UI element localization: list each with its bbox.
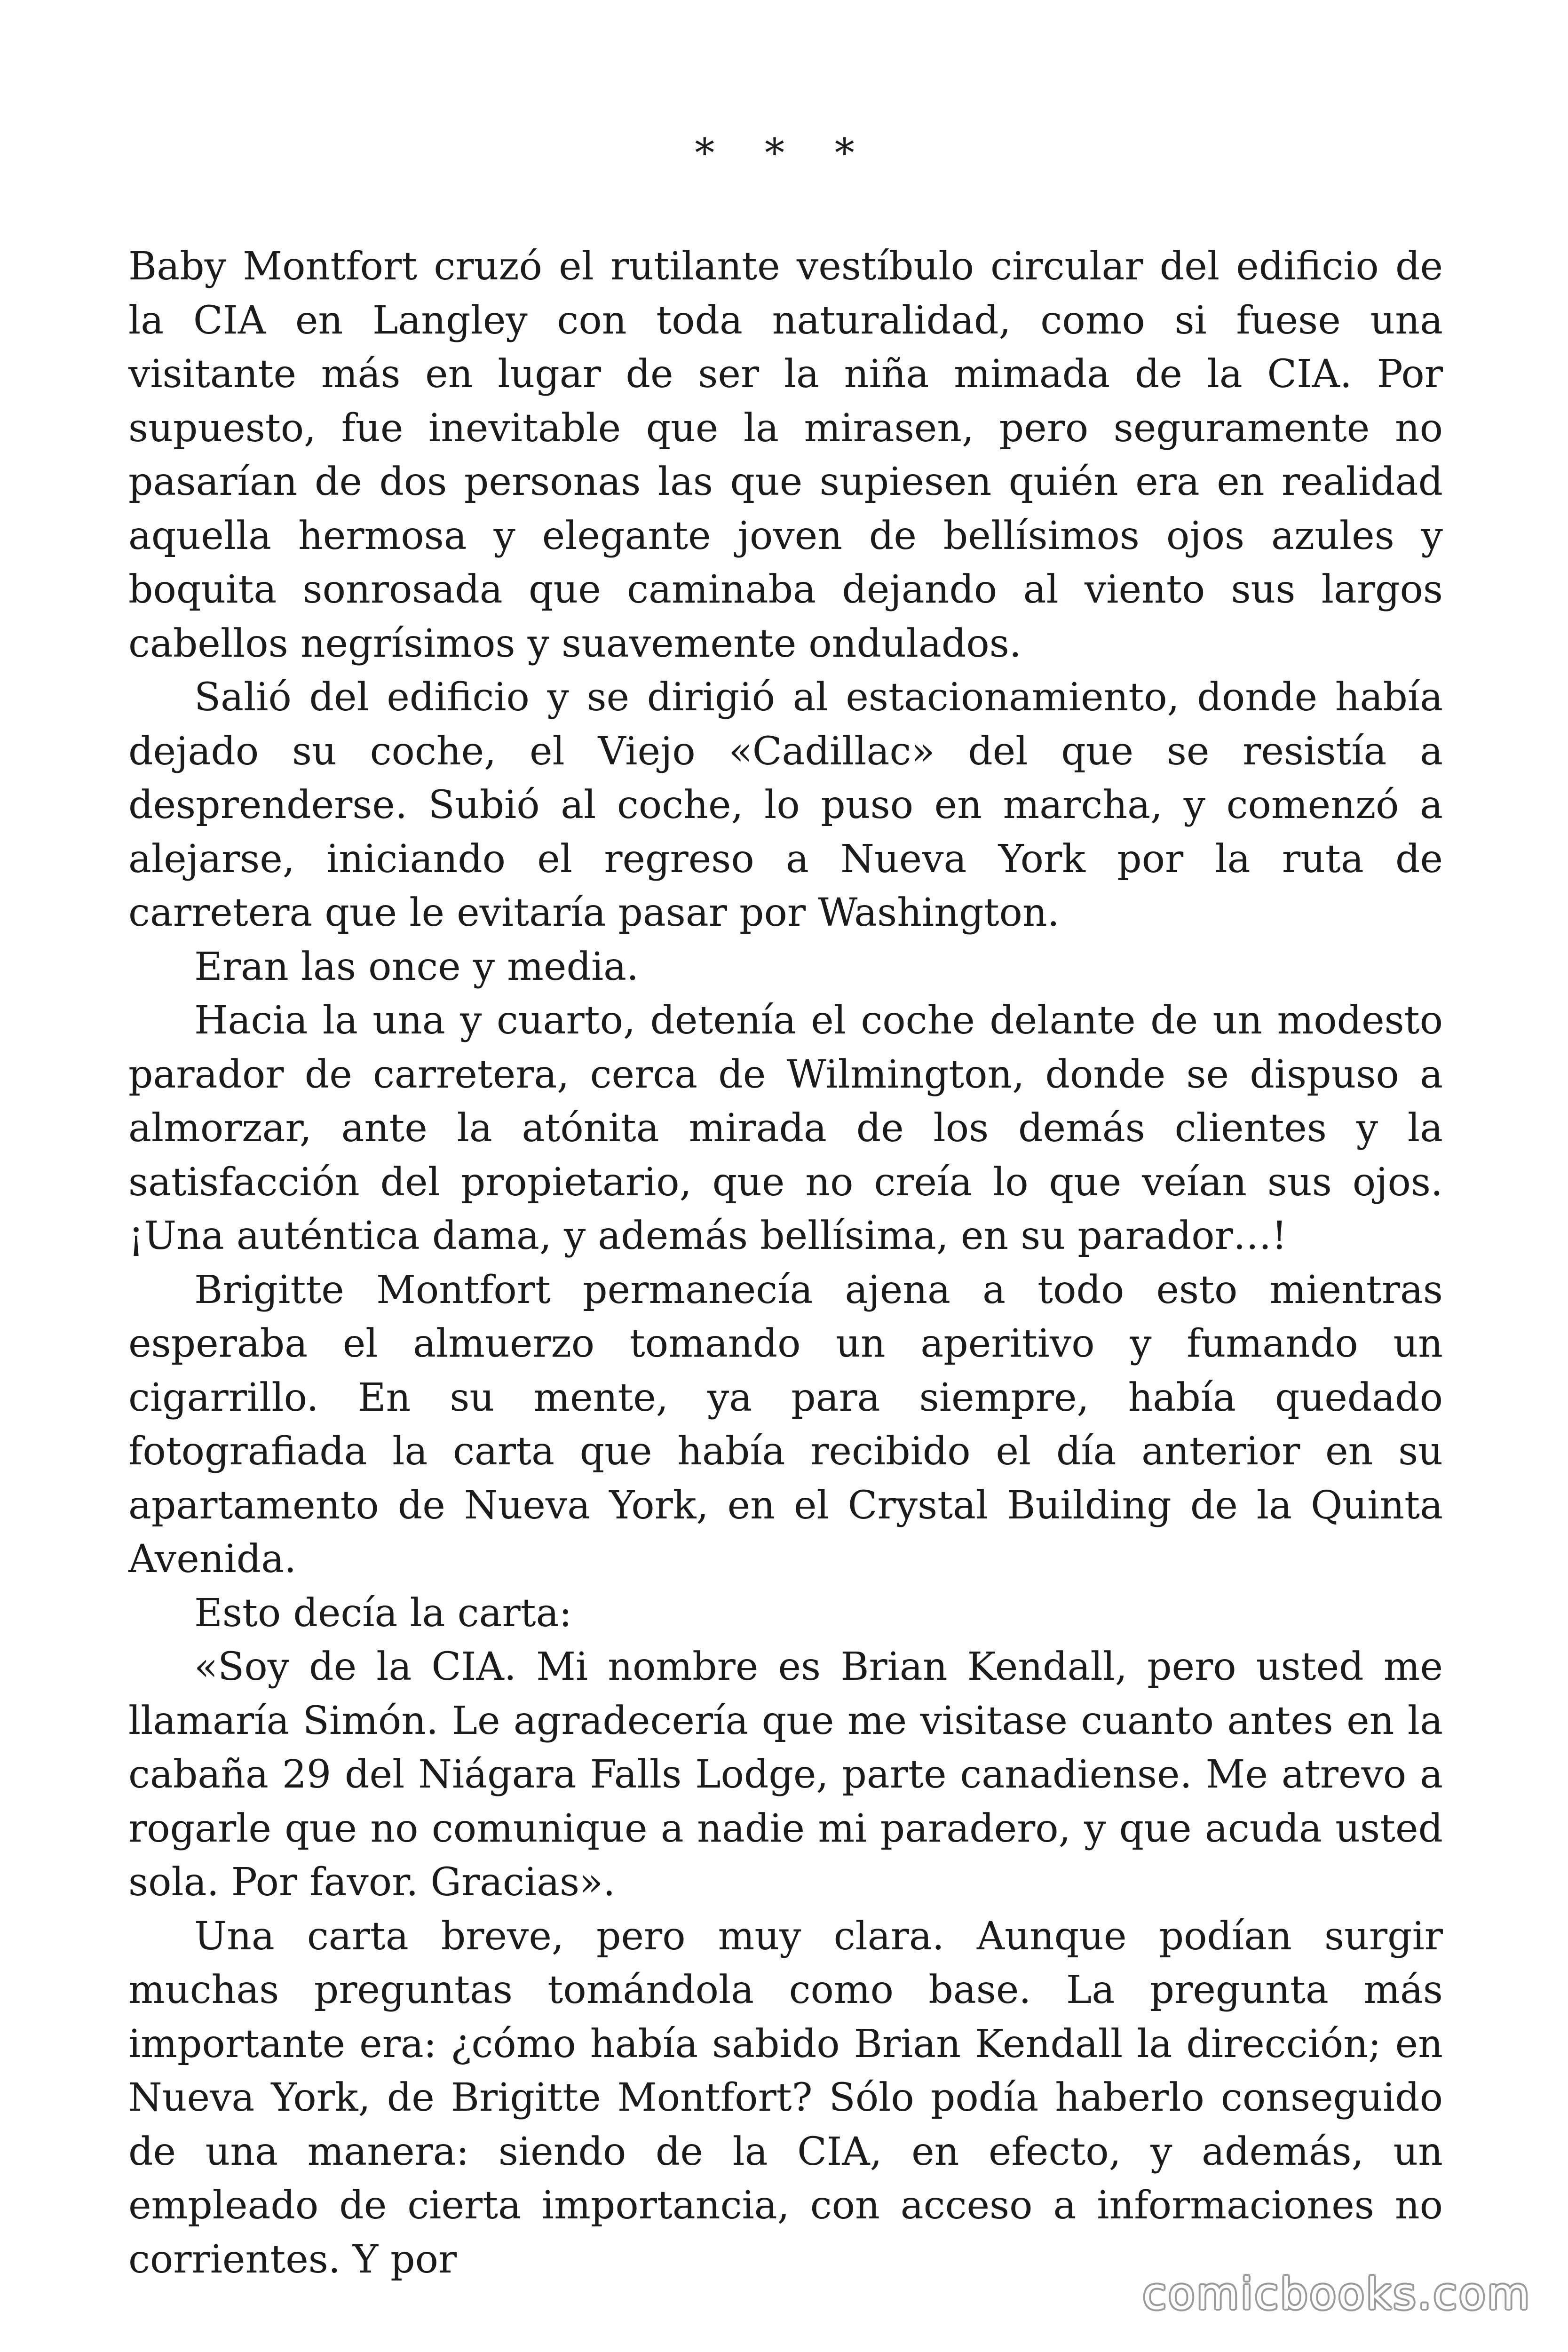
section-separator: * * * [695, 130, 873, 176]
body-text [128, 240, 1443, 2287]
paragraph: Hacia la una y cuarto, detenía el coche delante de un modesto parador de carretera, cerca de Wilmington, donde se dispuso a almorzar, ante la atónita mirada de los demás clientes y la satisfacción del propietario, que no creía lo que veían sus ojos. ¡Una auténtica dama, y además bellísima, en su parador…! [128, 998, 1443, 1258]
paragraph: Brigitte Montfort permanecía ajena a todo esto mientras esperaba el almuerzo tomando un aperitivo y fumando un cigarrillo. En su mente, ya para siempre, había quedado fotografiada la carta que había recibido el día anterior en su apartamento de Nueva York, en el Crystal Building de la Quinta Avenida. [128, 1267, 1443, 1581]
watermark: comicbooks.com [1142, 2269, 1531, 2319]
paragraph: «Soy de la CIA. Mi nombre es Brian Kendall, pero usted me llamaría Simón. Le agradecería que me visitase cuanto antes en la cabaña 29 del Niágara Falls Lodge, parte canadiense. Me atrevo a rogarle que no comunique a nadie mi paradero, y que acuda usted sola. Por favor. Gracias». [128, 1645, 1443, 1905]
paragraph: Una carta breve, pero muy clara. Aunque podían surgir muchas preguntas tomándola como base. La pregunta más importante era: ¿cómo había sabido Brian Kendall la dirección; en Nueva York, de Brigitte Montfort? Sólo podía haberlo conseguido de una manera: siendo de la CIA, en efecto, y además, un empleado de cierta importancia, con acceso a informaciones no corrientes. Y por [128, 1914, 1443, 2282]
paragraph: Salió del edificio y se dirigió al estacionamiento, donde había dejado su coche, el Viejo «Cadillac» del que se resistía a desprenderse. Subió al coche, lo puso en marcha, y comenzó a alejarse, iniciando el regreso a Nueva York por la ruta de carretera que le evitaría pasar por Washington. [128, 675, 1443, 935]
paragraph: Baby Montfort cruzó el rutilante vestíbulo circular del edificio de la CIA en Langley con toda naturalidad, como si fuese una visitante más en lugar de ser la niña mimada de la CIA. Por supuesto, fue inevitable que la mirasen, pero seguramente no pasarían de dos personas las que supiesen quién era en realidad aquella hermosa y elegante joven de bellísimos ojos azules y boquita sonrosada que caminaba dejando al viento sus largos cabellos negrísimos y suavemente ondulados. [128, 244, 1443, 666]
paragraph: Eran las once y media. [194, 944, 639, 989]
paragraph: Esto decía la carta: [194, 1590, 572, 1636]
